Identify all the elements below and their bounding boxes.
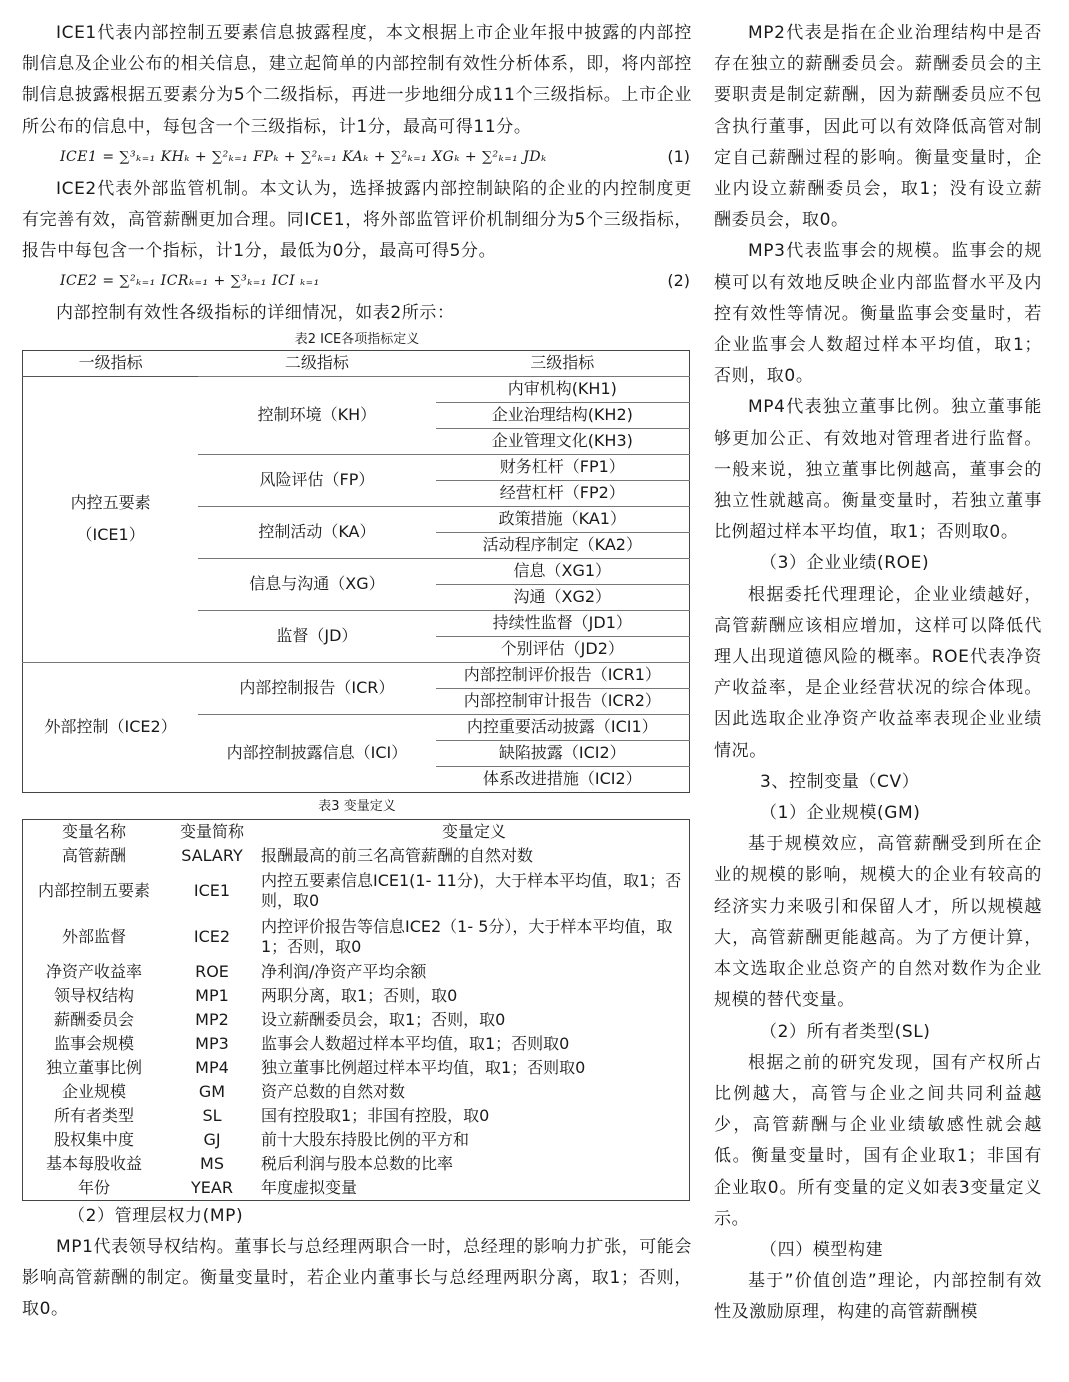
- paragraph-roe: 根据委托代理理论，企业业绩越好，高管薪酬应该相应增加，这样可以降低代理人出现道德风险的概率。ROE代表净资产收益率，是企业经营状况的综合体现。因此选取企业净资产收益率表现企业业绩情况。: [714, 584, 1042, 761]
- table3-cell: 企业规模: [61, 1081, 126, 1101]
- table3-cell: 税后利润与股本总数的比率: [261, 1153, 454, 1173]
- table3-header: 变量名称: [61, 821, 126, 841]
- table2-level3-cell: 体系改进措施（ICI2）: [482, 769, 642, 789]
- table2-level3-cell: 活动程序制定（KA2）: [436, 532, 690, 558]
- heading-control-variables: 3、控制变量（CV）: [760, 771, 920, 792]
- table-row: [23, 1056, 690, 1080]
- table2-level3-cell: 内审机构(KH1): [436, 376, 690, 402]
- table-row: [23, 868, 690, 914]
- formula-1-expression: ICE1 = ∑³ₖ₌₁ KHₖ + ∑²ₖ₌₁ FPₖ + ∑²ₖ₌₁ KAₖ + ∑²ₖ₌₁ XGₖ + ∑²ₖ₌₁ JDₖ: [60, 148, 547, 165]
- heading-roe: （3）企业业绩(ROE): [760, 553, 930, 574]
- paragraph-mp2: MP2代表是指在企业治理结构中是否存在独立的薪酬委员会。薪酬委员会的主要职责是制定薪酬，因为薪酬委员应不包含执行董事，因此可以有效降低高管对制定自己薪酬过程的影响。衡量变量时，企业内设立薪酬委员会，取1；没有设立薪酬委员会，取0。: [714, 23, 1042, 231]
- table3-cell: 薪酬委员会: [53, 1009, 134, 1029]
- table-row: [23, 1152, 690, 1176]
- table-row: [23, 984, 690, 1008]
- table3-cell: SL: [202, 1105, 222, 1125]
- table2-level3-cell: 财务杠杆（FP1）: [436, 454, 690, 480]
- table3-cell: 内部控制五要素: [37, 880, 150, 900]
- table3-cell: 内控五要素信息ICE1(1- 11分)，大于样本平均值，取1；否则，取0: [261, 870, 682, 910]
- table3-header: 变量简称: [179, 821, 244, 841]
- heading-owner-type: （2）所有者类型(SL): [760, 1021, 931, 1042]
- paragraph-ice2: ICE2代表外部监管机制。本文认为，选择披露内部控制缺陷的企业的内控制度更有完善有效，高管薪酬更加合理。同ICE1，将外部监管评价机制细分为5个三级指标，报告中每包含一个指标，计1分，最低为0分，最高可得5分。: [22, 178, 692, 262]
- table3-cell: ROE: [195, 961, 229, 981]
- table3-cell: 高管薪酬: [61, 845, 126, 865]
- table3-cell: 外部监督: [61, 926, 126, 946]
- table2-level3-cell: 缺陷披露（ICI2）: [436, 740, 690, 766]
- table2-ice-indicators: [22, 350, 690, 793]
- table2-caption: 表2 ICE各项指标定义: [294, 331, 420, 347]
- table3-cell: MP1: [195, 985, 229, 1005]
- left-column: [22, 18, 692, 1325]
- table3-cell: 股权集中度: [53, 1129, 134, 1149]
- table2-level2-cell: 控制活动（KA）: [198, 506, 435, 558]
- heading-company-size: （1）企业规模(GM): [760, 803, 921, 824]
- paragraph-gm: 基于规模效应，高管薪酬受到所在企业的规模的影响，规模大的企业有较高的经济实力来吸引和保留人才，所以规模越大，高管薪酬更能越高。为了方便计算，本文选取企业总资产的自然对数作为企业规模的替代变量。: [714, 834, 1042, 1011]
- table3-cell: 净资产收益率: [45, 961, 142, 981]
- table3-cell: 净利润/净资产平均余额: [261, 961, 427, 981]
- table3-cell: YEAR: [191, 1177, 233, 1197]
- table3-cell: GM: [198, 1081, 226, 1101]
- table3-cell: 资产总数的自然对数: [261, 1081, 406, 1101]
- table2-level3-cell: 企业管理文化(KH3): [436, 428, 690, 454]
- table2-level3-cell: 企业治理结构(KH2): [436, 402, 690, 428]
- table-row: [23, 960, 690, 984]
- table2-level2-cell: 内部控制披露信息（ICI）: [226, 743, 408, 763]
- paragraph-table2-intro: 内部控制有效性各级指标的详细情况，如表2所示：: [56, 303, 455, 324]
- table2-level3-cell: 经营杠杆（FP2）: [436, 480, 690, 506]
- table3-cell: 独立董事比例: [45, 1057, 142, 1077]
- table-row: [23, 1128, 690, 1152]
- table3-cell: ICE2: [193, 926, 231, 946]
- table3-header: 变量定义: [441, 821, 506, 841]
- paragraph-mp1: MP1代表领导权结构。董事长与总经理两职合一时，总经理的影响力扩张，可能会影响高管薪酬的制定。衡量变量时，若企业内董事长与总经理两职分离，取1；否则，取0。: [22, 1236, 692, 1320]
- table3-cell: 前十大股东持股比例的平方和: [261, 1129, 470, 1149]
- heading-model-construction: （四）模型构建: [760, 1239, 884, 1260]
- table-row: [23, 1176, 690, 1201]
- table2-level2-cell: 信息与沟通（XG）: [198, 558, 435, 610]
- table3-caption: 表3 变量定义: [318, 798, 396, 814]
- table2-level3-cell: 政策措施（KA1）: [436, 506, 690, 532]
- table3-cell: 所有者类型: [53, 1105, 134, 1125]
- table3-cell: 内控评价报告等信息ICE2（1- 5分），大于样本平均值，取1；否则，取0: [261, 916, 673, 956]
- table-row: [23, 1008, 690, 1032]
- table2-level3-cell: 内部控制审计报告（ICR2）: [436, 688, 690, 714]
- table-row: [23, 1104, 690, 1128]
- table-row: [23, 1032, 690, 1056]
- table3-cell: 基本每股收益: [45, 1153, 142, 1173]
- table3-cell: 设立薪酬委员会，取1；否则，取0: [261, 1009, 506, 1029]
- table3-cell: 年度虚拟变量: [261, 1177, 358, 1197]
- heading-management-power: （2）管理层权力(MP): [68, 1205, 244, 1226]
- formula-2: [22, 267, 692, 298]
- table3-cell: 国有控股取1；非国有控股，取0: [261, 1105, 490, 1125]
- table3-cell: 报酬最高的前三名高管薪酬的自然对数: [261, 845, 534, 865]
- table2-header: 二级指标: [198, 350, 435, 376]
- table2-header: 三级指标: [436, 350, 690, 376]
- table2-level3-cell: 内控重要活动披露（ICI1）: [436, 714, 690, 740]
- table3-cell: 监事会规模: [53, 1033, 134, 1053]
- table3-cell: 两职分离，取1；否则，取0: [261, 985, 458, 1005]
- table2-level2-cell: 风险评估（FP）: [198, 454, 435, 506]
- formula-2-expression: ICE2 = ∑²ₖ₌₁ ICRₖ₌₁ + ∑³ₖ₌₁ ICI ₖ₌₁: [60, 273, 320, 290]
- table3-cell: MP4: [195, 1057, 229, 1077]
- table2-level3-cell: 持续性监督（JD1）: [436, 610, 690, 636]
- table3-cell: MP3: [195, 1033, 229, 1053]
- table3-cell: 年份: [77, 1177, 110, 1197]
- formula-1: [22, 143, 692, 174]
- table3-cell: GJ: [203, 1129, 221, 1149]
- paragraph-mp3: MP3代表监事会的规模。监事会的规模可以有效地反映企业内部监督水平及内控有效性等情况。衡量监事会变量时，若企业监事会人数超过样本平均值，取1；否则，取0。: [714, 241, 1042, 387]
- table2-level3-cell: 沟通（XG2）: [436, 584, 690, 610]
- table3-cell: MP2: [195, 1009, 229, 1029]
- table2-level3-cell: 个别评估（JD2）: [436, 636, 690, 662]
- table3-cell: SALARY: [181, 845, 243, 865]
- table3-variable-definitions: [22, 819, 690, 1201]
- formula-1-number: (1): [667, 146, 690, 166]
- table-row: [23, 914, 690, 960]
- paragraph-sl: 根据之前的研究发现，国有产权所占比例越大，高管与企业之间共同利益越少，高管薪酬与企业业绩敏感性就会越低。衡量变量时，国有企业取1；非国有企业取0。所有变量的定义如表3变量定义示。: [714, 1052, 1042, 1229]
- table2-level1-label: 内控五要素 （ICE1）: [70, 493, 151, 545]
- table2-level1-cell: [23, 376, 199, 662]
- formula-2-number: (2): [667, 271, 690, 291]
- table3-cell: 领导权结构: [53, 985, 134, 1005]
- table-row: [23, 1080, 690, 1104]
- paragraph-model: 基于”价值创造”理论，内部控制有效性及激励原理，构建的高管薪酬模: [714, 1271, 1042, 1323]
- paragraph-ice1: ICE1代表内部控制五要素信息披露程度，本文根据上市企业年报中披露的内部控制信息及企业公布的相关信息，建立起简单的内部控制有效性分析体系，即，将内部控制信息披露根据五要素分为5个二级指标，再进一步地细分成11个三级指标。上市企业所公布的信息中，每包含一个三级指标，计1分，最高可得11分。: [22, 23, 692, 137]
- table3-cell: MS: [200, 1153, 224, 1173]
- table2-level3-cell: 信息（XG1）: [436, 558, 690, 584]
- table2-level3-cell: 内部控制评价报告（ICR1）: [436, 662, 690, 688]
- table2-header: 一级指标: [23, 350, 199, 376]
- table3-cell: ICE1: [193, 880, 231, 900]
- table3-cell: 独立董事比例超过样本平均值，取1；否则取0: [261, 1057, 586, 1077]
- table2-level2-cell: 内部控制报告（ICR）: [198, 662, 435, 714]
- table3-cell: 监事会人数超过样本平均值，取1；否则取0: [261, 1033, 570, 1053]
- right-column: [714, 18, 1042, 1329]
- table2-level2-cell: 监督（JD）: [198, 610, 435, 662]
- table2-level2-cell: 控制环境（KH）: [198, 376, 435, 454]
- paragraph-mp4: MP4代表独立董事比例。独立董事能够更加公正、有效地对管理者进行监督。一般来说，独立董事比例越高，董事会的独立性就越高。衡量变量时，若独立董事比例超过样本平均值，取1；否则取0。: [714, 397, 1042, 543]
- table-row: [23, 844, 690, 868]
- table2-level1-cell: 外部控制（ICE2）: [44, 717, 177, 737]
